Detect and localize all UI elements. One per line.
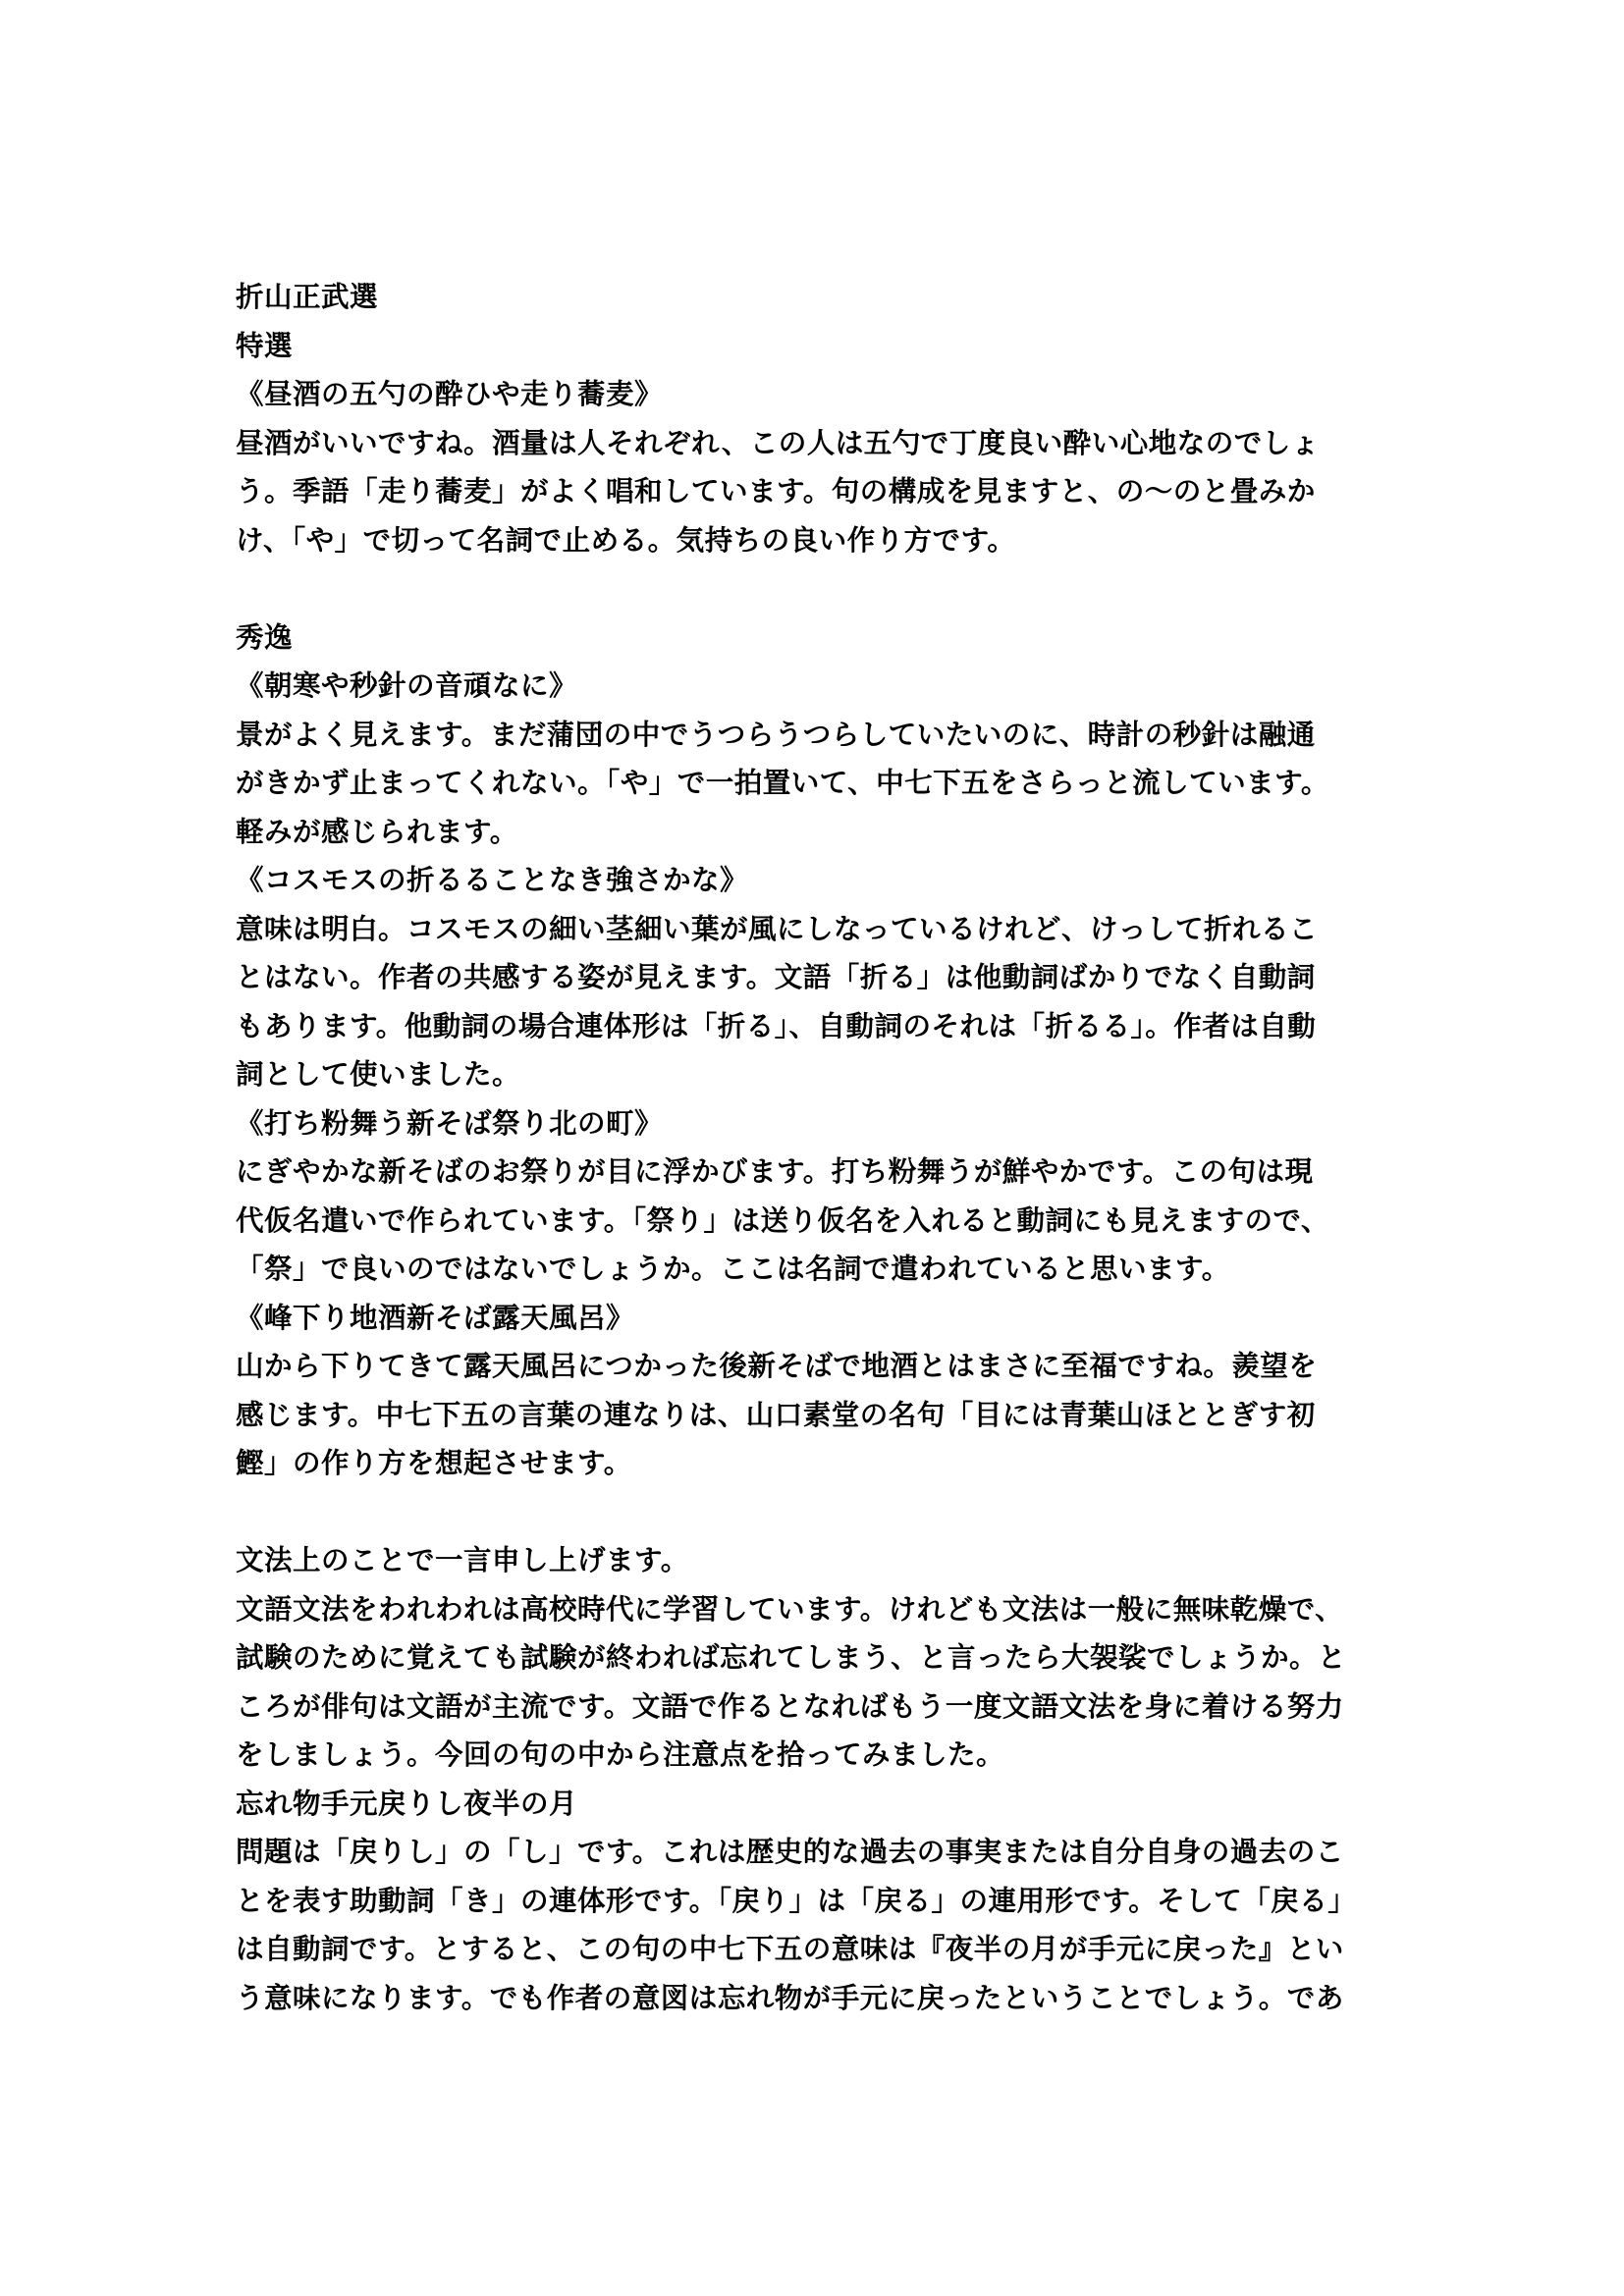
shuitsu-heading: 秀逸 [236,620,294,654]
comment-line: 詞として使いました。 [236,1058,521,1091]
tokusen-haiku: 《昼酒の五勺の酔ひや走り蕎麦》 [236,378,664,410]
example-haiku: 忘れ物手元戻りし夜半の月 [236,1787,578,1820]
comment-line: 昼酒がいいですね。酒量は人それぞれ、この人は五勺で丁度良い酔い心地なのでしょ [236,426,1320,459]
comment-line: 意味は明白。コスモスの細い茎細い葉が風にしなっているけれど、けっして折れるこ [236,912,1319,945]
paragraph-line: をしましょう。今回の句の中から注意点を拾ってみました。 [236,1738,1005,1771]
comment-line: う。季語「走り蕎麦」がよく唱和しています。句の構成を見ますと、の〜のと畳みか [236,475,1316,507]
shuitsu-haiku: 《コスモスの折るることなき強さかな》 [236,864,749,896]
shuitsu-haiku: 《峰下り地酒新そば露天風呂》 [236,1301,635,1334]
comment-line: 鰹」の作り方を想起させます。 [236,1447,632,1479]
comment-line: 「祭」で良いのではないでしょうか。ここは名詞で遣われていると思います。 [236,1253,1230,1285]
paragraph-line: 文語文法をわれわれは高校時代に学習しています。けれども文法は一般に無味乾燥で、 [236,1592,1344,1626]
selector-section [236,273,1404,322]
blank-line [236,1488,1404,1537]
paragraph-line: 試験のために覚えても試験が終われば忘れてしまう、と言ったら大袈裟でしょうか。と [236,1641,1347,1674]
tokusen-section [236,322,1404,565]
shuitsu-haiku: 《打ち粉舞う新そば祭り北の町》 [236,1106,664,1140]
comment-line: は自動詞です。とすると、この句の中七下五の意味は『夜半の月が手元に戻った』とい [236,1933,1344,1965]
blank-line [236,564,1404,614]
comment-line: 問題は「戻りし」の「し」です。これは歴史的な過去の事実または自分自身の過去のこ [236,1836,1344,1868]
comment-line: がきかず止まってくれない。「や」で一拍置いて、中七下五をさらっと流しています。 [236,767,1329,799]
paragraph-line: ころが俳句は文語が主流です。文語で作るとなればもう一度文語文法を身に着ける努力 [236,1689,1344,1723]
shuitsu-haiku: 《朝寒や秒針の音頑なに》 [236,669,578,702]
shuitsu-section [236,614,1404,1488]
comment-line: う意味になります。でも作者の意図は忘れ物が手元に戻ったということでしょう。であ [236,1981,1344,2014]
comment-line: 感じます。中七下五の言葉の連なりは、山口素堂の名句「目には青葉山ほととぎす初 [236,1398,1316,1431]
comment-line: とはない。作者の共感する姿が見えます。文語「折る」は他動詞ばかりでなく自動詞 [236,961,1316,993]
comment-line: もあります。他動詞の場合連体形は「折る」、自動詞のそれは「折るる」。作者は自動 [236,1009,1317,1042]
comment-line: 山から下りてきて露天風呂につかった後新そばで地酒とはまさに至福ですね。羨望を [236,1350,1318,1382]
tokusen-heading: 特選 [236,329,294,362]
selector-name: 折山正武選 [236,281,379,313]
comment-line: 軽みが感じられます。 [236,815,518,848]
document-page [236,273,1404,2022]
comment-line: 代仮名遣いで作られています。「祭り」は送り仮名を入れると動詞にも見えますので、 [236,1203,1329,1237]
comment-line: とを表す助動詞「き」の連体形です。「戻り」は「戻る」の連用形です。そして「戻る」 [236,1884,1357,1917]
comment-line: にぎやかな新そばのお祭りが目に浮かびます。打ち粉舞うが鮮やかです。この句は現 [236,1155,1314,1188]
comment-line: 景がよく見えます。まだ蒲団の中でうつらうつらしていたいのに、時計の秒針は融通 [236,718,1316,751]
grammar-section [236,1536,1404,2022]
comment-line: け、「や」で切って名詞で止める。気持ちの良い作り方です。 [236,523,1016,557]
grammar-intro: 文法上のことで一言申し上げます。 [236,1544,689,1576]
